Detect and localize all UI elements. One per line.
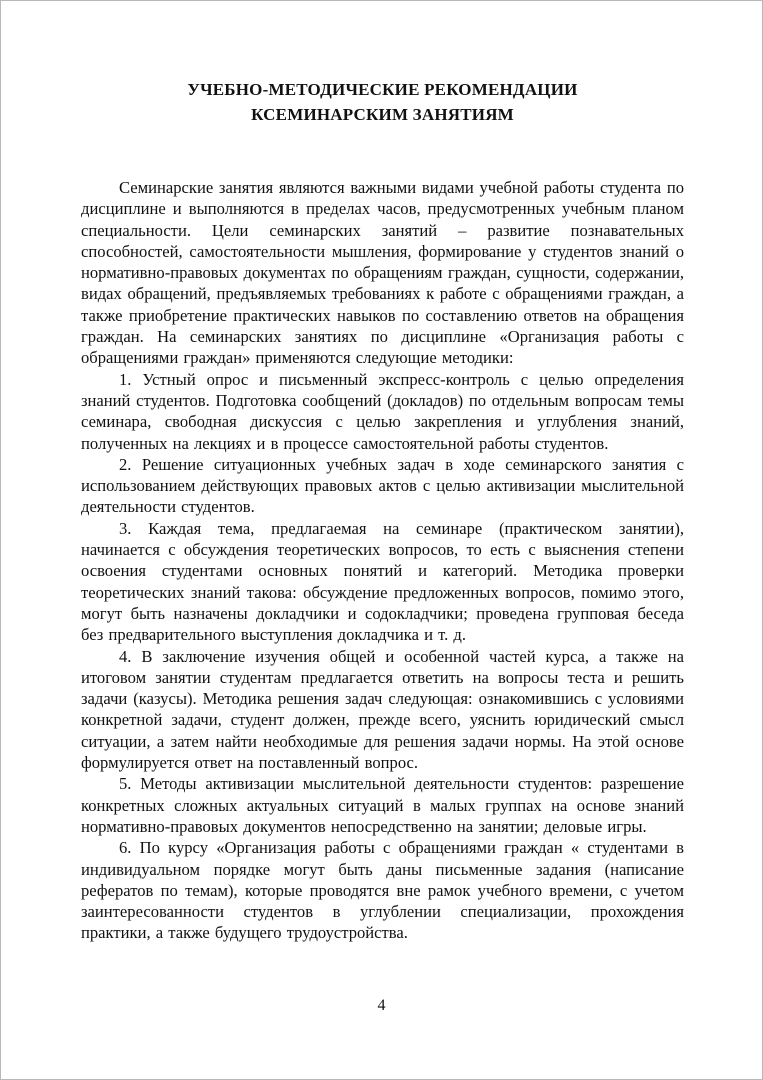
paragraph: 2. Решение ситуационных учебных задач в ходе семинарского занятия с использованием действующих правовых актов с целью активизации мыслительной деятельности студентов. [81, 454, 684, 517]
document-content [81, 77, 684, 944]
paragraph: 6. По курсу «Организация работы с обращениями граждан « студентами в индивидуальном порядке могут быть даны письменные задания (написание рефератов по темам), которые проводятся вне рамок учебного времени, с учетом заинтересованности студентов в углублении специализации, прохождения практики, а также будущего трудоустройства. [81, 838, 684, 943]
paragraph: Семинарские занятия являются важными видами учебной работы студента по дисциплине и выполняются в пределах часов, предусмотренных учебным планом специальности. Цели семинарских занятий – развитие познавательных способностей, самостоятельности мышления, формирование у студентов знаний о нормативно-правовых документах по обращениям граждан, сущности, содержании, видах обращений, предъявляемых требованиях к работе с обращениями граждан, а также приобретение практических навыков по составлению ответов на обращения граждан. На семинарских занятиях по дисциплине «Организация работы с обращениями граждан» применяются следующие методики: [81, 178, 684, 368]
paragraph: 3. Каждая тема, предлагаемая на семинаре (практическом занятии), начинается с обсуждения теоретических вопросов, то есть с выяснения степени освоения студентами основных понятий и категорий. Методика проверки теоретических знаний такова: обсуждение предложенных вопросов, помимо этого, могут быть назначены докладчики и содокладчики; проведена групповая беседа без предварительного выступления докладчика и т. д. [81, 518, 684, 645]
paragraph: 1. Устный опрос и письменный экспресс-контроль с целью определения знаний студентов. Подготовка сообщений (докладов) по отдельным вопросам темы семинара, свободная дискуссия с целью закрепления и углубления знаний, полученных на лекциях и в процессе самостоятельной работы студентов. [81, 369, 684, 453]
page-number: 4 [377, 997, 386, 1014]
page-title-line-1: УЧЕБНО-МЕТОДИЧЕСКИЕ РЕКОМЕНДАЦИИ [187, 80, 578, 99]
paragraph: 5. Методы активизации мыслительной деятельности студентов: разрешение конкретных сложных актуальных ситуаций в малых группах на основе знаний нормативно-правовых документов непосредственно на занятии; деловые игры. [81, 774, 684, 836]
paragraph: 4. В заключение изучения общей и особенной частей курса, а также на итоговом занятии студентам предлагается ответить на вопросы теста и решить задачи (казусы). Методика решения задач следующая: ознакомившись с условиями конкретной задачи, студент должен, прежде всего, уяснить юридический смысл ситуации, а затем найти необходимые для решения задачи нормы. На этой основе формулируется ответ на поставленный вопрос. [81, 646, 684, 773]
page-title-line-2: КСЕМИНАРСКИМ ЗАНЯТИЯМ [251, 105, 514, 124]
page-title [81, 77, 684, 127]
